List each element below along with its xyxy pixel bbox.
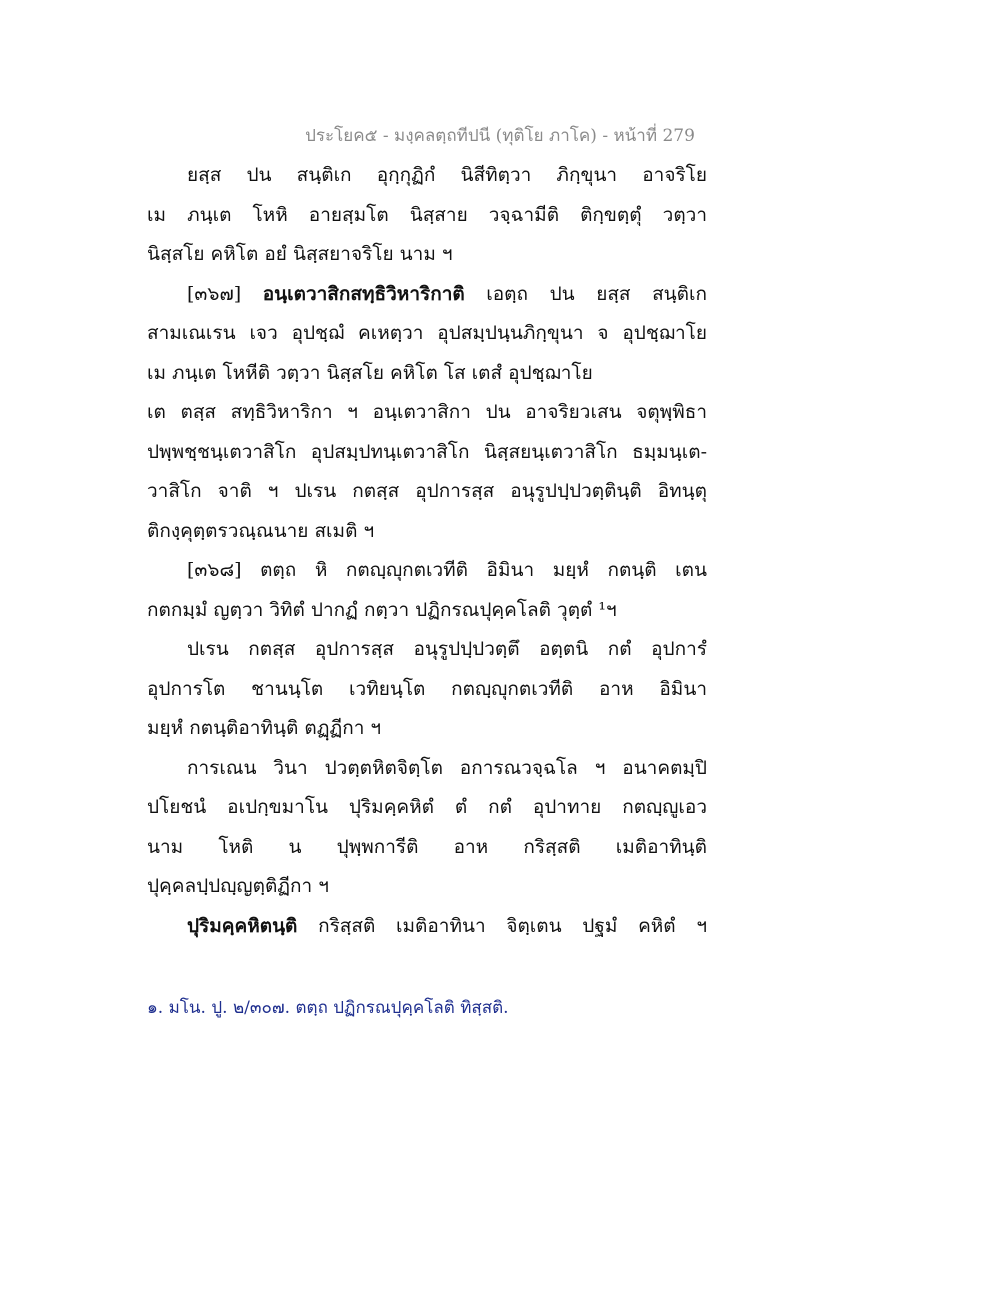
- text-line: ยสฺส ปน สนฺติเก อุกฺกุฏิกํ นิสีทิตฺวา ภิกฺขุนา อาจริโย: [187, 164, 707, 186]
- text-line: ปโยชนํ อเปกฺขมาโน ปุริมคฺคหิตํ ตํ กตํ อุปาทาย กตญฺญูเอว: [147, 796, 707, 818]
- page-header: ประโยค๕ - มงฺคลตฺถทีปนี (ทุติโย ภาโค) - หน้าที่ 279: [305, 126, 695, 146]
- text-line: ปพฺพชฺชนฺเตวาสิโก อุปสมฺปทนฺเตวาสิโก นิสฺสยนฺเตวาสิโก ธมฺมนฺเต-: [147, 440, 707, 463]
- text-line: ปุคฺคลปฺปญฺญตฺติฏีกา ฯ: [147, 875, 329, 897]
- text-line: เม ภนฺเต โหหิ อายสฺมโต นิสฺสาย วจฺฉามีติ ติกฺขตฺตุํ วตฺวา: [147, 203, 707, 226]
- text-line: เต ตสฺส สทฺธิวิหาริกา ฯ อนฺเตวาสิกา ปน อาจริยวเสน จตุพฺพิธา: [147, 401, 707, 423]
- footnote: ๑. มโน. ปู. ๒/๓๐๗. ตตฺถ ปฏิกรณปุคฺคโลติ ทิสฺสติ.: [147, 998, 509, 1018]
- text-line: ปเรน กตสฺส อุปการสฺส อนุรูปปฺปวตฺตึ อตฺตนิ กตํ อุปการํ: [187, 638, 707, 660]
- text-line: [147, 907, 707, 947]
- text-line: มยฺหํ กตนฺติอาทินฺติ ตฏฺฏีกา ฯ: [147, 717, 382, 739]
- bold-term: อนฺเตวาสิกสทฺธิวิหาริกาติ: [262, 282, 465, 305]
- text-span: [๓๖๗]: [187, 282, 263, 305]
- bold-term: ปุริมคฺคหิตนฺติ: [187, 914, 298, 937]
- body-text: [147, 156, 707, 946]
- text-line: [147, 275, 707, 315]
- text-line: วาสิโก จาติ ฯ ปเรน กตสฺส อุปการสฺส อนุรูปปฺปวตฺตินฺติ อิทนฺตุ: [147, 480, 707, 502]
- text-line: ติกงฺคุตฺตรวณฺณนาย สเมติ ฯ: [147, 519, 375, 542]
- text-line: นิสฺสโย คหิโต อยํ นิสฺสยาจริโย นาม ฯ: [147, 243, 453, 265]
- text-span: กริสฺสติ เมติอาทินา จิตฺเตน ปฐมํ คหิตํ ฯ: [297, 914, 707, 937]
- text-line: อุปการโต ชานนฺโต เวทิยนฺโต กตญฺญุกตเวทีติ อาห อิมินา: [147, 677, 707, 700]
- text-span: เอตฺถ ปน ยสฺส สนฺติเก: [464, 282, 707, 305]
- text-line: [๓๖๘] ตตฺถ หิ กตญฺญุกตเวทีติ อิมินา มยฺหํ กตนฺติ เตน: [187, 559, 707, 581]
- text-line: สามเณเรน เจว อุปชฺฌํ คเหตฺวา อุปสมฺปนฺนภิกฺขุนา จ อุปชฺฌาโย: [147, 322, 707, 344]
- text-line: การเณน วินา ปวตฺตหิตจิตฺโต อการณวจฺฉโล ฯ อนาคตมฺปิ: [187, 756, 707, 779]
- text-line: กตกมฺมํ ญตฺวา วิทิตํ ปากฏํ กตฺวา ปฏิกรณปุคฺคโลติ วุตฺตํ ¹ฯ: [147, 598, 617, 621]
- text-line: นาม โหติ น ปุพฺพการีติ อาห กริสฺสติ เมติอาทินฺติ: [147, 835, 707, 858]
- text-line: เม ภนฺเต โหหีติ วตฺวา นิสฺสโย คหิโต โส เตสํ อุปชฺฌาโย: [147, 361, 593, 384]
